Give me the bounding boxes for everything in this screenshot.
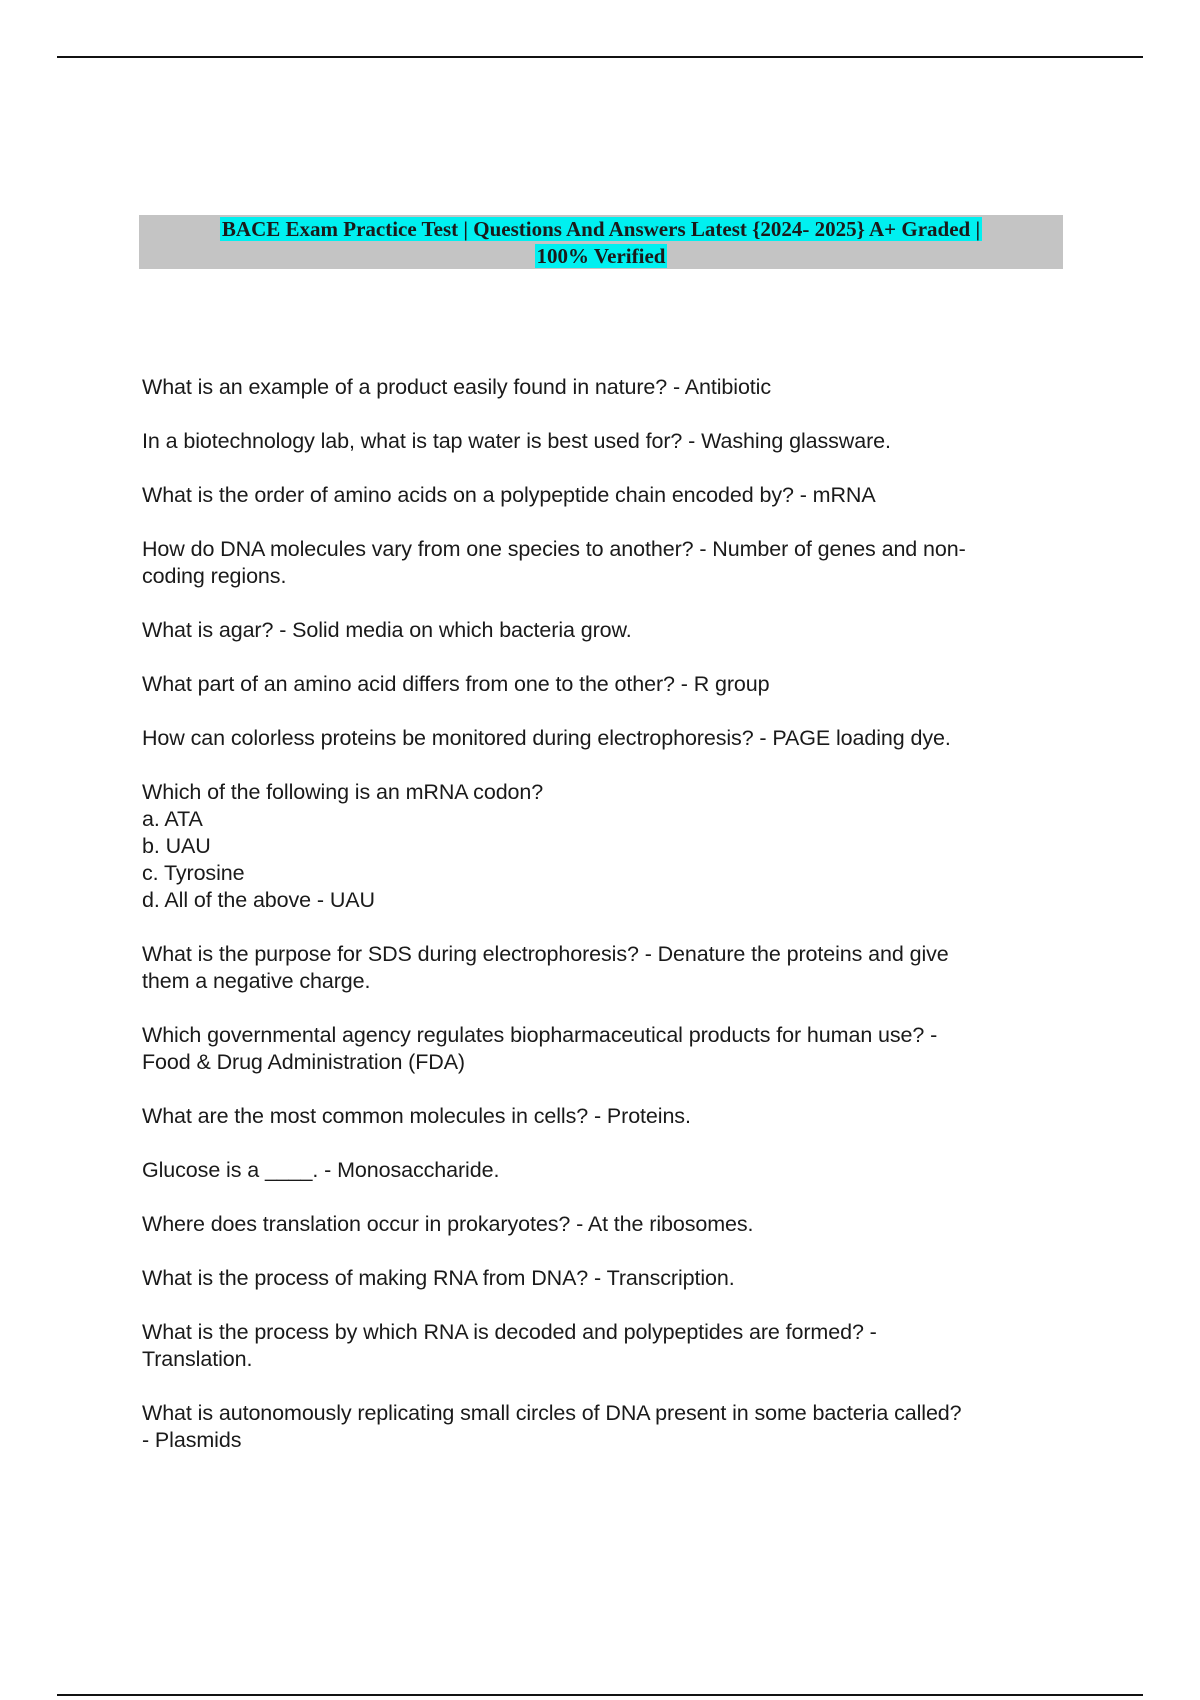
qa-line: What part of an amino acid differs from one to the other? - R group (142, 672, 770, 696)
qa-item (142, 1103, 1062, 1130)
qa-item (142, 1211, 1062, 1238)
qa-item (142, 536, 1062, 590)
qa-line: What is the purpose for SDS during electrophoresis? - Denature the proteins and give (142, 942, 949, 966)
qa-line: c. Tyrosine (142, 861, 245, 885)
qa-line: Translation. (142, 1347, 253, 1371)
qa-line: Which of the following is an mRNA codon? (142, 780, 544, 804)
qa-item (142, 1265, 1062, 1292)
qa-line: How do DNA molecules vary from one species to another? - Number of genes and non- (142, 537, 966, 561)
qa-item (142, 1400, 1062, 1454)
document-title-band (139, 215, 1063, 269)
qa-line: Food & Drug Administration (FDA) (142, 1050, 465, 1074)
qa-line: What is agar? - Solid media on which bacteria grow. (142, 618, 632, 642)
qa-line: What is the process of making RNA from DNA? - Transcription. (142, 1266, 735, 1290)
qa-line: What is an example of a product easily found in nature? - Antibiotic (142, 375, 772, 399)
qa-item (142, 428, 1062, 455)
document-title-line-2: 100% Verified (536, 244, 666, 268)
qa-item (142, 671, 1062, 698)
qa-line: How can colorless proteins be monitored during electrophoresis? - PAGE loading dye. (142, 726, 951, 750)
qa-line: a. ATA (142, 807, 203, 831)
qa-item (142, 725, 1062, 752)
header-rule (57, 56, 1143, 58)
qa-item (142, 1022, 1062, 1076)
qa-line: d. All of the above - UAU (142, 888, 375, 912)
footer-rule (57, 1694, 1143, 1696)
qa-line: Which governmental agency regulates biopharmaceutical products for human use? - (142, 1023, 938, 1047)
qa-line: What is autonomously replicating small circles of DNA present in some bacteria called? (142, 1401, 962, 1425)
qa-item (142, 1319, 1062, 1373)
qa-line: b. UAU (142, 834, 211, 858)
qa-item (142, 1157, 1062, 1184)
qa-line: What is the order of amino acids on a polypeptide chain encoded by? - mRNA (142, 483, 876, 507)
qa-line: Where does translation occur in prokaryotes? - At the ribosomes. (142, 1212, 754, 1236)
qa-item (142, 779, 1062, 914)
qa-line: What are the most common molecules in cells? - Proteins. (142, 1104, 691, 1128)
qa-line: In a biotechnology lab, what is tap water is best used for? - Washing glassware. (142, 429, 891, 453)
qa-item (142, 617, 1062, 644)
qa-line: them a negative charge. (142, 969, 371, 993)
qa-line: Glucose is a ____. - Monosaccharide. (142, 1158, 500, 1182)
qa-item (142, 374, 1062, 401)
qa-line: - Plasmids (142, 1428, 242, 1452)
qa-item (142, 482, 1062, 509)
qa-list (142, 374, 1062, 1481)
document-title-line-1: BACE Exam Practice Test | Questions And Answers Latest {2024- 2025} A+ Graded | (221, 217, 981, 241)
qa-line: What is the process by which RNA is decoded and polypeptides are formed? - (142, 1320, 877, 1344)
qa-item (142, 941, 1062, 995)
qa-line: coding regions. (142, 564, 287, 588)
